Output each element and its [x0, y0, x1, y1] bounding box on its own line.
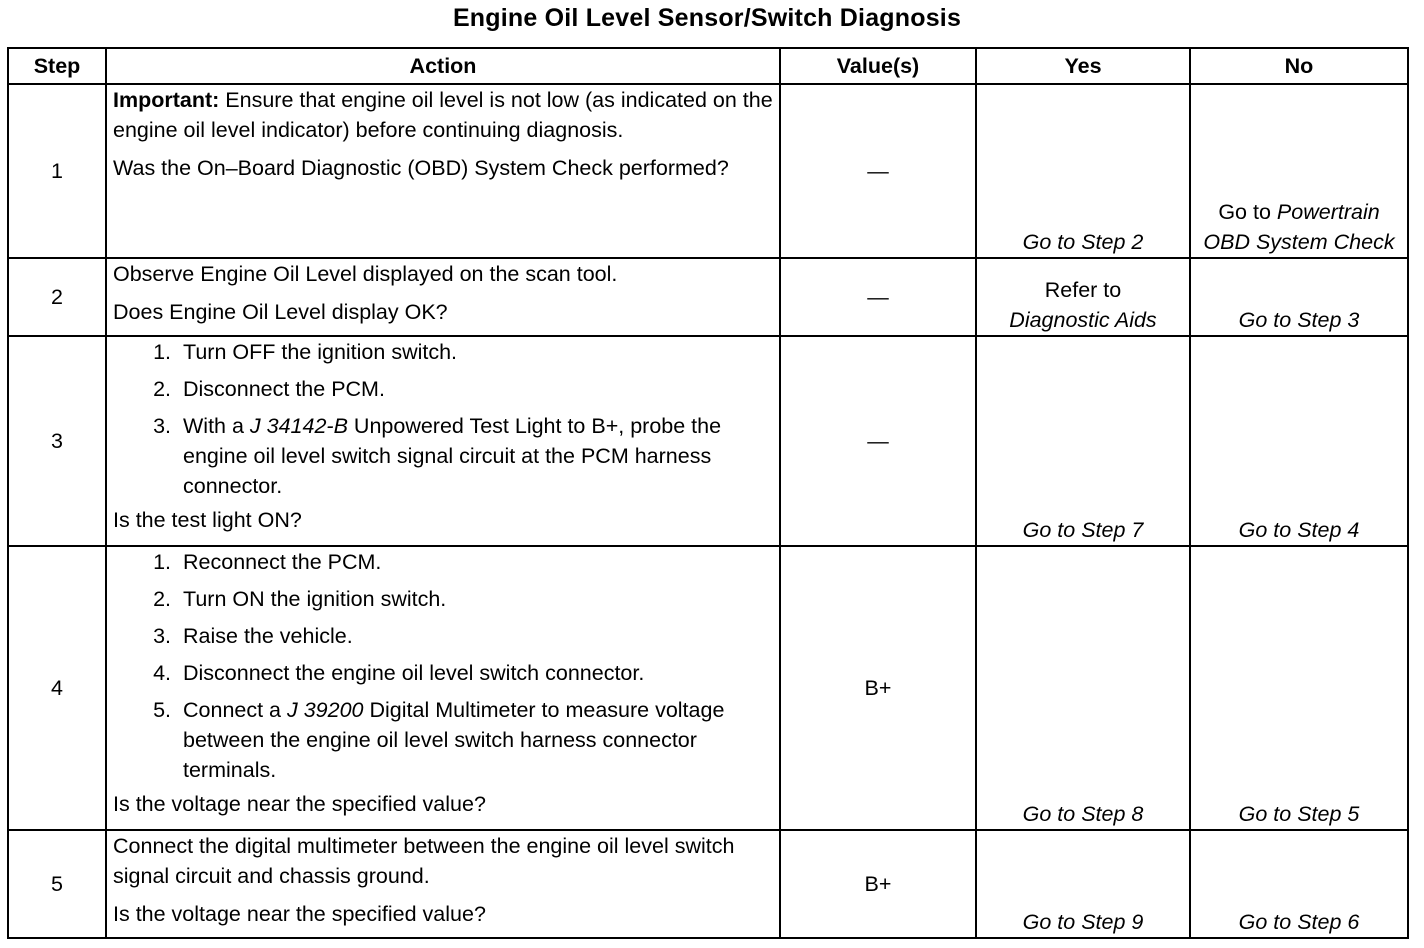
action-text: Connect the digital multimeter between the engine oil level switch signal circuit and chassis ground.	[113, 834, 735, 888]
diagnosis-table	[7, 47, 1409, 939]
value-text: —	[867, 159, 889, 183]
yes-cell	[976, 84, 1190, 258]
step-number: 1	[8, 84, 106, 258]
important-note	[113, 85, 773, 145]
yes-cell	[976, 336, 1190, 546]
action-step: 2. Turn ON the ignition switch.	[177, 584, 773, 614]
table-header-row	[8, 48, 1408, 84]
important-label: Important:	[113, 88, 220, 112]
header-yes: Yes	[976, 48, 1190, 84]
important-text: Ensure that engine oil level is not low (as indicated on the engine oil level indicator) before continuing diagnosis.	[113, 88, 773, 142]
header-no: No	[1190, 48, 1408, 84]
action-step: 1. Reconnect the PCM.	[177, 547, 773, 577]
no-link: Go to Step 4	[1238, 518, 1360, 542]
table-row	[8, 258, 1408, 336]
tool-number: J 34142-B	[249, 414, 348, 438]
action-cell	[106, 830, 780, 938]
value-cell	[780, 546, 976, 830]
no-cell	[1190, 336, 1408, 546]
no-cell	[1190, 258, 1408, 336]
action-steps	[113, 337, 773, 501]
no-cell	[1190, 84, 1408, 258]
action-step: 5. Connect a J 39200 Digital Multimeter to measure voltage between the engine oil level switch harness connector terminals.	[177, 695, 773, 785]
step-number: 5	[8, 830, 106, 938]
value-text: —	[867, 429, 889, 453]
action-question: Was the On–Board Diagnostic (OBD) System Check performed?	[113, 156, 729, 180]
no-link: Go to Step 6	[1238, 910, 1360, 934]
action-cell	[106, 258, 780, 336]
action-step: 1. Turn OFF the ignition switch.	[177, 337, 773, 367]
yes-link: Go to Step 8	[1022, 802, 1144, 826]
action-step: 3. With a J 34142-B Unpowered Test Light to B+, probe the engine oil level switch signal circuit at the PCM harness connector.	[177, 411, 773, 501]
yes-link: Go to Step 2	[1022, 230, 1144, 254]
value-cell	[780, 830, 976, 938]
header-step: Step	[8, 48, 106, 84]
yes-cell	[976, 258, 1190, 336]
table-row	[8, 830, 1408, 938]
yes-link: Go to Step 7	[1022, 518, 1144, 542]
no-cell	[1190, 830, 1408, 938]
action-question: Is the test light ON?	[113, 508, 302, 532]
action-question: Does Engine Oil Level display OK?	[113, 300, 448, 324]
value-text: B+	[864, 676, 892, 700]
table-row	[8, 546, 1408, 830]
header-action: Action	[106, 48, 780, 84]
step-number: 3	[8, 336, 106, 546]
yes-prefix: Refer to	[1044, 278, 1122, 302]
action-steps	[113, 547, 773, 785]
no-link: Go to Step 5	[1238, 802, 1360, 826]
no-link: Powertrain OBD System Check	[1203, 200, 1395, 254]
no-cell	[1190, 546, 1408, 830]
yes-cell	[976, 830, 1190, 938]
action-step: 3. Raise the vehicle.	[177, 621, 773, 651]
header-values: Value(s)	[780, 48, 976, 84]
no-link: Go to Step 3	[1238, 308, 1360, 332]
step-number: 2	[8, 258, 106, 336]
value-cell	[780, 336, 976, 546]
tool-number: J 39200	[287, 698, 364, 722]
yes-link: Go to Step 9	[1022, 910, 1144, 934]
step-number: 4	[8, 546, 106, 830]
table-row	[8, 336, 1408, 546]
yes-link: Diagnostic Aids	[1009, 308, 1157, 332]
yes-cell	[976, 546, 1190, 830]
no-prefix: Go to	[1218, 200, 1271, 224]
table-row	[8, 84, 1408, 258]
action-cell	[106, 336, 780, 546]
action-step: 4. Disconnect the engine oil level switch connector.	[177, 658, 773, 688]
value-cell	[780, 84, 976, 258]
value-text: B+	[864, 872, 892, 896]
action-text: Observe Engine Oil Level displayed on the scan tool.	[113, 262, 618, 286]
action-cell	[106, 84, 780, 258]
value-text: —	[867, 285, 889, 309]
document-title: Engine Oil Level Sensor/Switch Diagnosis	[452, 4, 962, 32]
action-question: Is the voltage near the specified value?	[113, 792, 486, 816]
action-cell	[106, 546, 780, 830]
value-cell	[780, 258, 976, 336]
action-question: Is the voltage near the specified value?	[113, 902, 486, 926]
action-step: 2. Disconnect the PCM.	[177, 374, 773, 404]
